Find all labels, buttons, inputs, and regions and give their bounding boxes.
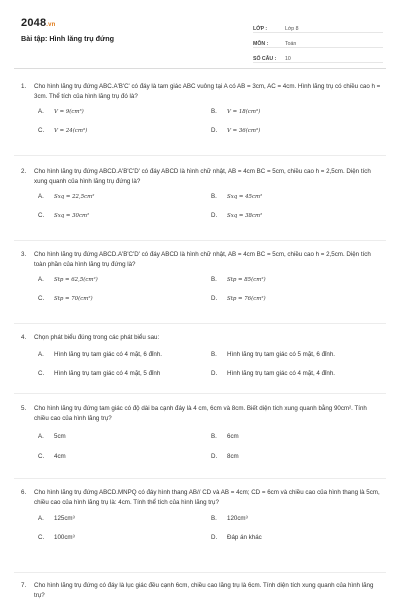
worksheet-title: Bài tập: Hình lăng trụ đứng: [21, 34, 115, 43]
option-label: D.: [211, 127, 218, 134]
option-label: B.: [211, 276, 217, 283]
option-label: A.: [38, 515, 44, 522]
option-d[interactable]: [211, 453, 239, 460]
option-a[interactable]: [38, 433, 66, 440]
option-value: Sxq = 45cm²: [227, 193, 263, 200]
question-text: Cho hình lăng trụ đứng ABCD.MNPQ có đáy hình thang AB// CD và AB = 4cm; CD = 6cm và chiều cao của hình thang là 5cm, chiều cao của hình lăng trụ là: 4cm. Tính thể tích của hình lăng trụ?: [34, 489, 380, 506]
option-label: B.: [211, 108, 217, 115]
question-3: [21, 250, 383, 302]
option-value: 120cm³: [227, 515, 248, 522]
question-text: Cho hình lăng trụ đứng có đáy là lục giác đều cạnh 6cm, chiều cao lăng trụ là 6cm. Tính diện tích xung quanh của hình lăng trụ?: [34, 582, 374, 599]
option-value: Stp = 76(cm²): [227, 295, 266, 302]
option-b[interactable]: [211, 276, 266, 283]
option-value: V = 18(cm³): [227, 108, 261, 115]
option-a[interactable]: [38, 193, 94, 200]
worksheet-meta: [253, 18, 383, 63]
question-7: [21, 581, 383, 601]
grade-row: [253, 18, 383, 33]
header-divider: [14, 68, 386, 69]
logo-main-text: 2048: [21, 17, 47, 29]
question-separator: [14, 323, 386, 324]
question-count-label: SỐ CÂU :: [253, 56, 277, 62]
question-number: 4.: [21, 334, 27, 341]
option-b[interactable]: [211, 351, 335, 358]
option-d[interactable]: [211, 534, 262, 541]
option-label: B.: [211, 351, 217, 358]
option-c[interactable]: [38, 453, 66, 460]
grade-value: Lớp 8: [285, 26, 299, 32]
question-separator: [14, 393, 386, 394]
option-label: B.: [211, 515, 217, 522]
question-4: [21, 333, 383, 377]
option-value: 100cm³: [54, 534, 75, 541]
question-1: [21, 82, 383, 134]
option-a[interactable]: [38, 351, 162, 358]
option-label: C.: [38, 212, 45, 219]
option-label: C.: [38, 295, 45, 302]
option-b[interactable]: [211, 433, 239, 440]
question-count-value: 10: [285, 56, 291, 62]
option-value: Stp = 70(cm²): [54, 295, 93, 302]
question-text: Cho hình lăng trụ đứng ABCD.A'B'C'D' có đáy ABCD là hình chữ nhật, AB = 4cm BC = 5cm, chiều cao h = 2,5cm. Diện tích toàn phần của hình lăng trụ đứng là?: [34, 251, 371, 268]
option-label: C.: [38, 127, 45, 134]
subject-value: Toán: [285, 41, 297, 47]
question-5: [21, 404, 383, 460]
option-value: Sxq = 30cm²: [54, 212, 90, 219]
question-number: 3.: [21, 251, 27, 258]
option-a[interactable]: [38, 276, 98, 283]
option-value: Stp = 62,5(cm²): [54, 276, 98, 283]
option-c[interactable]: [38, 534, 75, 541]
option-value: 6cm: [227, 433, 239, 440]
option-value: Hình lăng trụ tam giác có 5 mặt, 6 đỉnh.: [227, 351, 335, 358]
option-label: B.: [211, 433, 217, 440]
question-separator: [14, 240, 386, 241]
option-label: B.: [211, 193, 217, 200]
option-value: V = 36(cm³): [227, 127, 261, 134]
option-label: C.: [38, 370, 45, 377]
option-label: C.: [38, 453, 45, 460]
question-number: 6.: [21, 489, 27, 496]
option-d[interactable]: [211, 212, 262, 219]
option-value: V = 9(cm³): [54, 108, 84, 115]
option-label: D.: [211, 370, 218, 377]
question-separator: [14, 572, 386, 573]
question-text: Cho hình lăng trụ đứng ABC.A'B'C' có đáy là tam giác ABC vuông tại A có AB = 3cm, AC = 4cm. Hình lăng trụ có chiều cao h = 3cm. Thể tích của hình lăng trụ đó là?: [34, 83, 381, 100]
option-b[interactable]: [211, 108, 260, 115]
option-c[interactable]: [38, 370, 160, 377]
option-label: D.: [211, 453, 218, 460]
option-label: C.: [38, 534, 45, 541]
option-value: Hình lăng trụ tam giác có 4 mặt, 4 đỉnh.: [227, 370, 335, 377]
option-value: 125cm³: [54, 515, 75, 522]
option-c[interactable]: [38, 127, 87, 134]
question-6: [21, 488, 383, 541]
question-text: Cho hình lăng trụ đứng tam giác có độ dài ba cạnh đáy là 4 cm, 6cm và 8cm. Biết diện tích xung quanh bằng 90cm². Tính chiều cao của hình lăng trụ?: [34, 405, 367, 422]
site-logo[interactable]: [21, 17, 56, 29]
option-value: Stp = 85(cm²): [227, 276, 266, 283]
subject-label: MÔN :: [253, 41, 269, 47]
option-d[interactable]: [211, 295, 266, 302]
option-a[interactable]: [38, 515, 75, 522]
question-text: Cho hình lăng trụ đứng ABCD.A'B'C'D' có đáy ABCD là hình chữ nhật, AB = 4cm BC = 5cm, chiều cao h = 2,5cm. Diện tích xung quanh của hình lăng trụ đứng là?: [34, 168, 371, 185]
option-c[interactable]: [38, 295, 93, 302]
logo-suffix-text: .vn: [46, 22, 56, 28]
option-d[interactable]: [211, 127, 260, 134]
question-separator: [14, 155, 386, 156]
option-label: A.: [38, 276, 44, 283]
option-d[interactable]: [211, 370, 335, 377]
option-value: 8cm: [227, 453, 239, 460]
option-value: V = 24(cm³): [54, 127, 88, 134]
option-b[interactable]: [211, 515, 248, 522]
question-number: 7.: [21, 582, 27, 589]
question-number: 5.: [21, 405, 27, 412]
option-c[interactable]: [38, 212, 89, 219]
worksheet-header: [21, 14, 381, 64]
option-value: Hình lăng trụ tam giác có 4 mặt, 6 đỉnh.: [54, 351, 162, 358]
option-label: A.: [38, 193, 44, 200]
question-separator: [14, 478, 386, 479]
question-text: Chọn phát biểu đúng trong các phát biểu sau:: [34, 334, 160, 341]
question-2: [21, 167, 383, 219]
option-label: A.: [38, 108, 44, 115]
option-value: Sxq = 22,5cm²: [54, 193, 95, 200]
option-label: D.: [211, 534, 218, 541]
option-label: D.: [211, 212, 218, 219]
option-label: A.: [38, 351, 44, 358]
option-value: Hình lăng trụ tam giác có 4 mặt, 5 đỉnh: [54, 370, 161, 377]
option-a[interactable]: [38, 108, 84, 115]
option-value: Đáp án khác: [227, 534, 262, 541]
question-count-row: [253, 48, 383, 63]
question-number: 1.: [21, 83, 27, 90]
option-value: Sxq = 38cm²: [227, 212, 263, 219]
option-value: 4cm: [54, 453, 66, 460]
grade-label: LỚP :: [253, 26, 268, 32]
subject-row: [253, 33, 383, 48]
question-number: 2.: [21, 168, 27, 175]
option-label: A.: [38, 433, 44, 440]
option-b[interactable]: [211, 193, 262, 200]
option-value: 5cm: [54, 433, 66, 440]
option-label: D.: [211, 295, 218, 302]
